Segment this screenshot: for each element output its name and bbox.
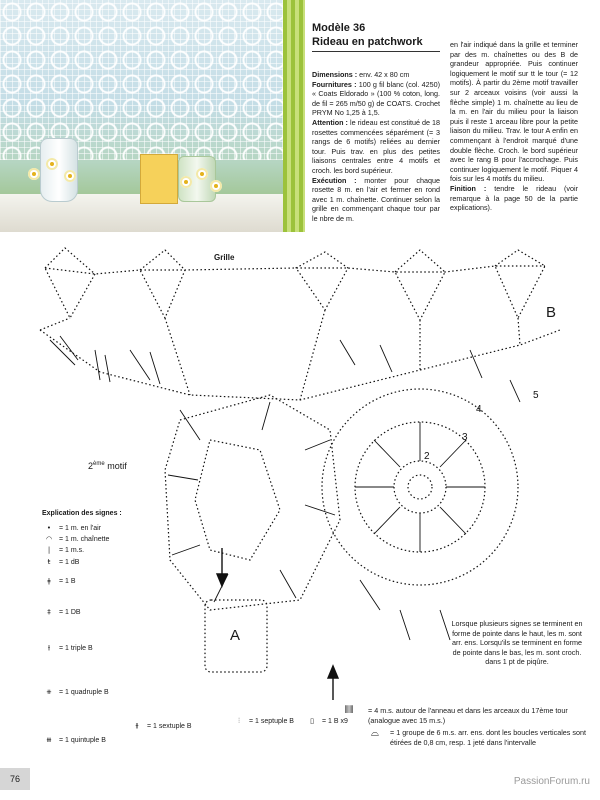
chain-stitch-icon: • [46, 524, 52, 532]
svg-text:3: 3 [462, 432, 468, 443]
rosette-motif [322, 389, 518, 585]
green-fabric-edge [283, 0, 305, 232]
quadruple-treble-icon: ⧺ [46, 688, 52, 696]
grille-label: Grille [214, 253, 235, 262]
execution-paragraph: Exécution : monter pour chaque rosette 8 m. en l'air et fermer en rond avec 1 m. chaînette. Continuer selon la grille en commençant chaque tour par le nbre de m. [312, 175, 440, 223]
legend-group: ⌓ = 1 groupe de 6 m.s. arr. ens. dont les boucles verticales sont étirées de 0,8 cm, resp. 1 jeté dans l'intervalle [390, 728, 590, 747]
page-number: 76 [0, 768, 30, 790]
legend-item: • = 1 m. en l'air [42, 524, 101, 532]
daisy-icon [180, 176, 192, 188]
svg-text:4: 4 [476, 404, 482, 415]
instructions-column-1 [312, 70, 440, 224]
legend-item: ⧺ = 1 quadruple B [42, 688, 109, 696]
legend-item-b9: ▯ = 1 B x9 [305, 717, 348, 725]
legend-item: ◠ = 1 m. chaînette [42, 535, 109, 543]
grille-top-points [45, 248, 545, 320]
second-motif-label: 2ème motif [88, 461, 127, 471]
legend-item: ⧻ = 1 quintuple B [42, 736, 106, 744]
model-number: Modèle 36 [312, 22, 366, 34]
round-b-label: B [546, 304, 557, 321]
septuple-treble-icon: ⫶ [238, 717, 240, 725]
slip-stitch-icon: ◠ [45, 535, 53, 543]
legend-item-septuple: ⫶ = 1 septuple B [232, 717, 294, 726]
sextuple-treble-icon: ⫵ [135, 722, 139, 730]
motif-ray-marks [50, 336, 520, 640]
triple-treble-icon: ⫲ [47, 644, 51, 652]
daisy-icon [46, 158, 58, 170]
legend-item-sextuple: ⫵ = 1 sextuple B [130, 722, 192, 731]
legend-item: ǂ = 1 B [42, 577, 76, 585]
loop-group-icon: ⌓ [371, 728, 379, 739]
lace-curtain-image [0, 0, 283, 160]
svg-text:5: 5 [533, 390, 539, 401]
direction-arrows [217, 548, 338, 700]
daisy-icon [210, 180, 222, 192]
title-box [312, 22, 440, 52]
svg-text:2: 2 [424, 451, 430, 462]
legend-item: | = 1 m.s. [42, 546, 84, 554]
half-double-icon: ŧ [47, 558, 51, 566]
treble-crochet-icon: ‡ [47, 608, 51, 616]
quintuple-treble-icon: ⧻ [46, 736, 52, 744]
pattern-title: Rideau en patchwork [312, 36, 440, 52]
double-crochet-icon: ǂ [47, 577, 51, 585]
dimensions-paragraph: Dimensions : env. 42 x 80 cm [312, 70, 410, 79]
four-sc-icon: ⦀⦀ [344, 705, 354, 716]
daisy-icon [64, 170, 76, 182]
single-crochet-icon: | [47, 546, 51, 554]
instructions-column-2 [450, 40, 578, 213]
curtain-photo [0, 0, 305, 232]
attention-paragraph: Attention : le rideau est constitué de 18 rosettes commencées séparément (= 3 rangs de 6 motifs) reliées au dernier tour. Puis trav. en plus des petites liaisons centrales entre 4 motifs et croch. les bord supérieur. [312, 117, 440, 175]
fournitures-paragraph: Fournitures : 100 g fil blanc (col. 4250) « Coats Eldorado » (100 % coton, long. de fil = 265 m/50 g) de COATS. Crochet PRYM No 1,25 à 1,5. [312, 79, 441, 118]
daisy-icon [28, 168, 40, 180]
legend-item: ŧ = 1 dB [42, 558, 79, 566]
yellow-card [140, 154, 178, 204]
execution-continued: en l'air indiqué dans la grille et terminer par des m. chaînettes ou des B de grandeur appropriée. Puis continuer logiquement le motif sur tt le tour (= 12 motifs). À partir du 2ème motif travailler sur 2 arceaux voisins (voir aussi la flèche simple) 1 m. chaînette au lieu de la m. en l'air du milieu pour la liaison puis il reste 1 arceau libre pour la petite liaison du milieu. Trav. le tour A enfin en commençant à l'endroit marqué d'une double flèche. Croch. le bord supérieur avec le rang B pour l'accrochage. Puis continuer logiquement le motif. Piquer 4 fois sur les 4 motifs du milieu. [450, 40, 578, 184]
point-direction-note: Lorsque plusieurs signes se terminent en forme de pointe dans le haut, les m. sont arr. ens. Lorsqu'ils se terminent en forme de pointe dans le bas, les m. sont croch. dans 1 pt de piqûre. [451, 619, 583, 667]
site-watermark: PassionForum.ru [513, 776, 590, 787]
legend-item: ‡ = 1 DB [42, 608, 81, 616]
finition-paragraph: Finition : tendre le rideau (voir remarque à la page 50 de la partie explications). [450, 183, 579, 213]
legend-ms-ring: ⦀⦀ = 4 m.s. autour de l'anneau et dans les arceaux du 17ème tour (analogue avec 15 m.s.) [368, 706, 590, 725]
round-numbers [424, 390, 539, 462]
round-a-label: A [230, 627, 241, 644]
legend-title: Explication des signes : [42, 510, 122, 517]
daisy-icon [196, 168, 208, 180]
upper-band [40, 310, 560, 400]
legend-item: ⫲ = 1 triple B [42, 644, 93, 653]
nine-treble-icon: ▯ [310, 717, 314, 725]
